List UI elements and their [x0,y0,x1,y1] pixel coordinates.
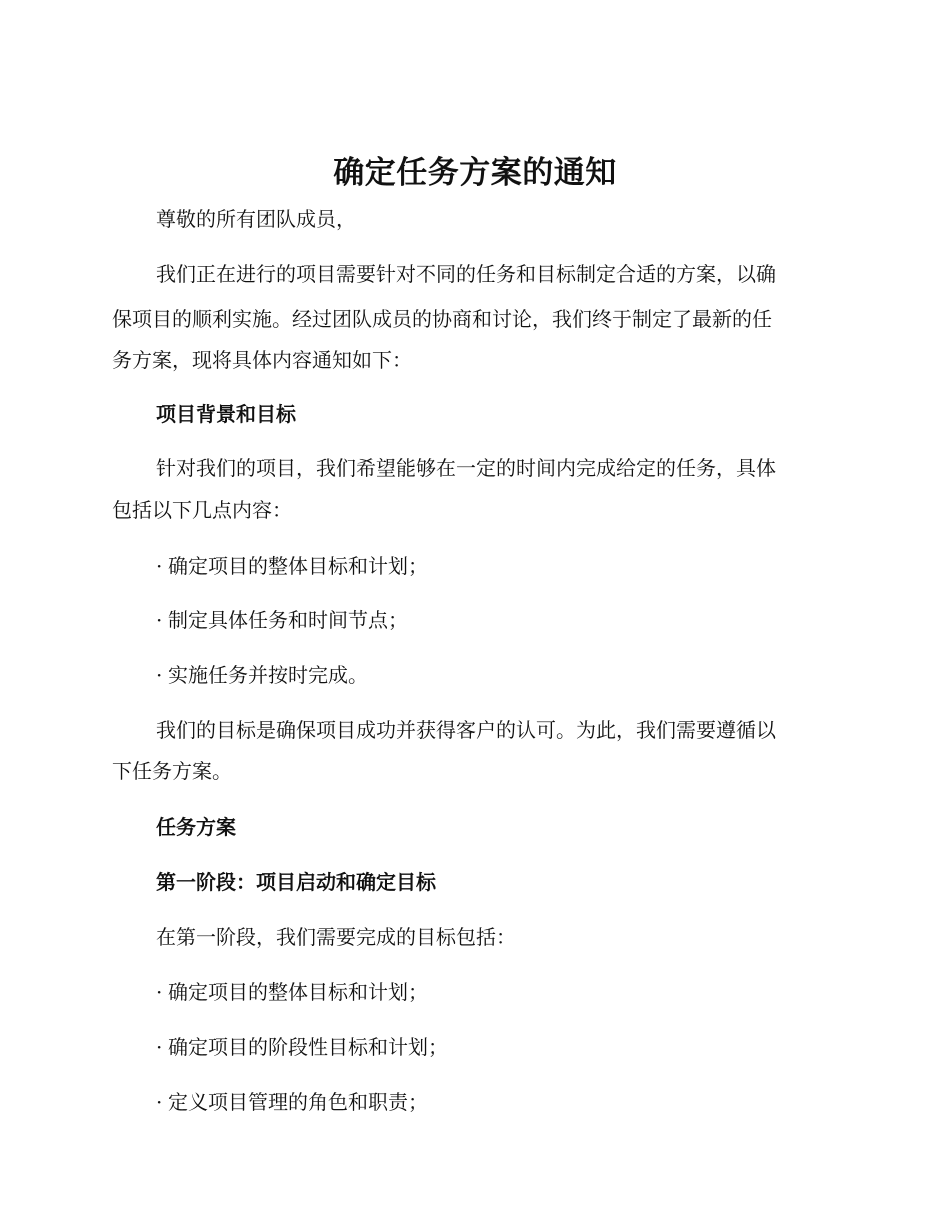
list-item-text: 确定项目的阶段性目标和计划； [168,1035,448,1059]
list-item [156,1024,884,1070]
background-para-line-2: 包括以下几点内容： [112,498,292,522]
bullet-icon: · [156,608,163,632]
intro-line-1: 我们正在进行的项目需要针对不同的任务和目标制定合适的方案，以确 [156,262,776,286]
document-title: 确定任务方案的通知 [333,155,617,191]
bullet-icon: · [156,663,163,687]
list-item-text: 定义项目管理的角色和职责； [168,1090,428,1114]
list-item [156,597,884,643]
background-para-line-1: 针对我们的项目，我们希望能够在一定的时间内完成给定的任务，具体 [156,456,776,480]
list-item-text: 实施任务并按时完成。 [168,663,368,687]
goal-line-1: 我们的目标是确保项目成功并获得客户的认可。为此，我们需要遵循以 [156,718,776,742]
list-item [156,1079,884,1125]
section-heading-plan: 任务方案 [156,815,236,839]
list-item [156,969,884,1015]
bullet-icon: · [156,1035,163,1059]
list-item [156,543,884,589]
list-item [156,652,884,698]
list-item-text: 确定项目的整体目标和计划； [168,980,428,1004]
greeting: 尊敬的所有团队成员， [156,207,356,231]
phase1-heading: 第一阶段：项目启动和确定目标 [156,870,436,894]
intro-line-3: 务方案，现将具体内容通知如下： [112,348,412,372]
section-heading-background: 项目背景和目标 [156,402,296,426]
bullet-icon: · [156,980,163,1004]
list-item-text: 制定具体任务和时间节点； [168,608,408,632]
bullet-icon: · [156,554,163,578]
phase1-intro: 在第一阶段，我们需要完成的目标包括： [156,925,516,949]
bullet-icon: · [156,1090,163,1114]
list-item-text: 确定项目的整体目标和计划； [168,554,428,578]
goal-line-2: 下任务方案。 [112,759,232,783]
intro-line-2: 保项目的顺利实施。经过团队成员的协商和讨论，我们终于制定了最新的任 [112,307,772,331]
